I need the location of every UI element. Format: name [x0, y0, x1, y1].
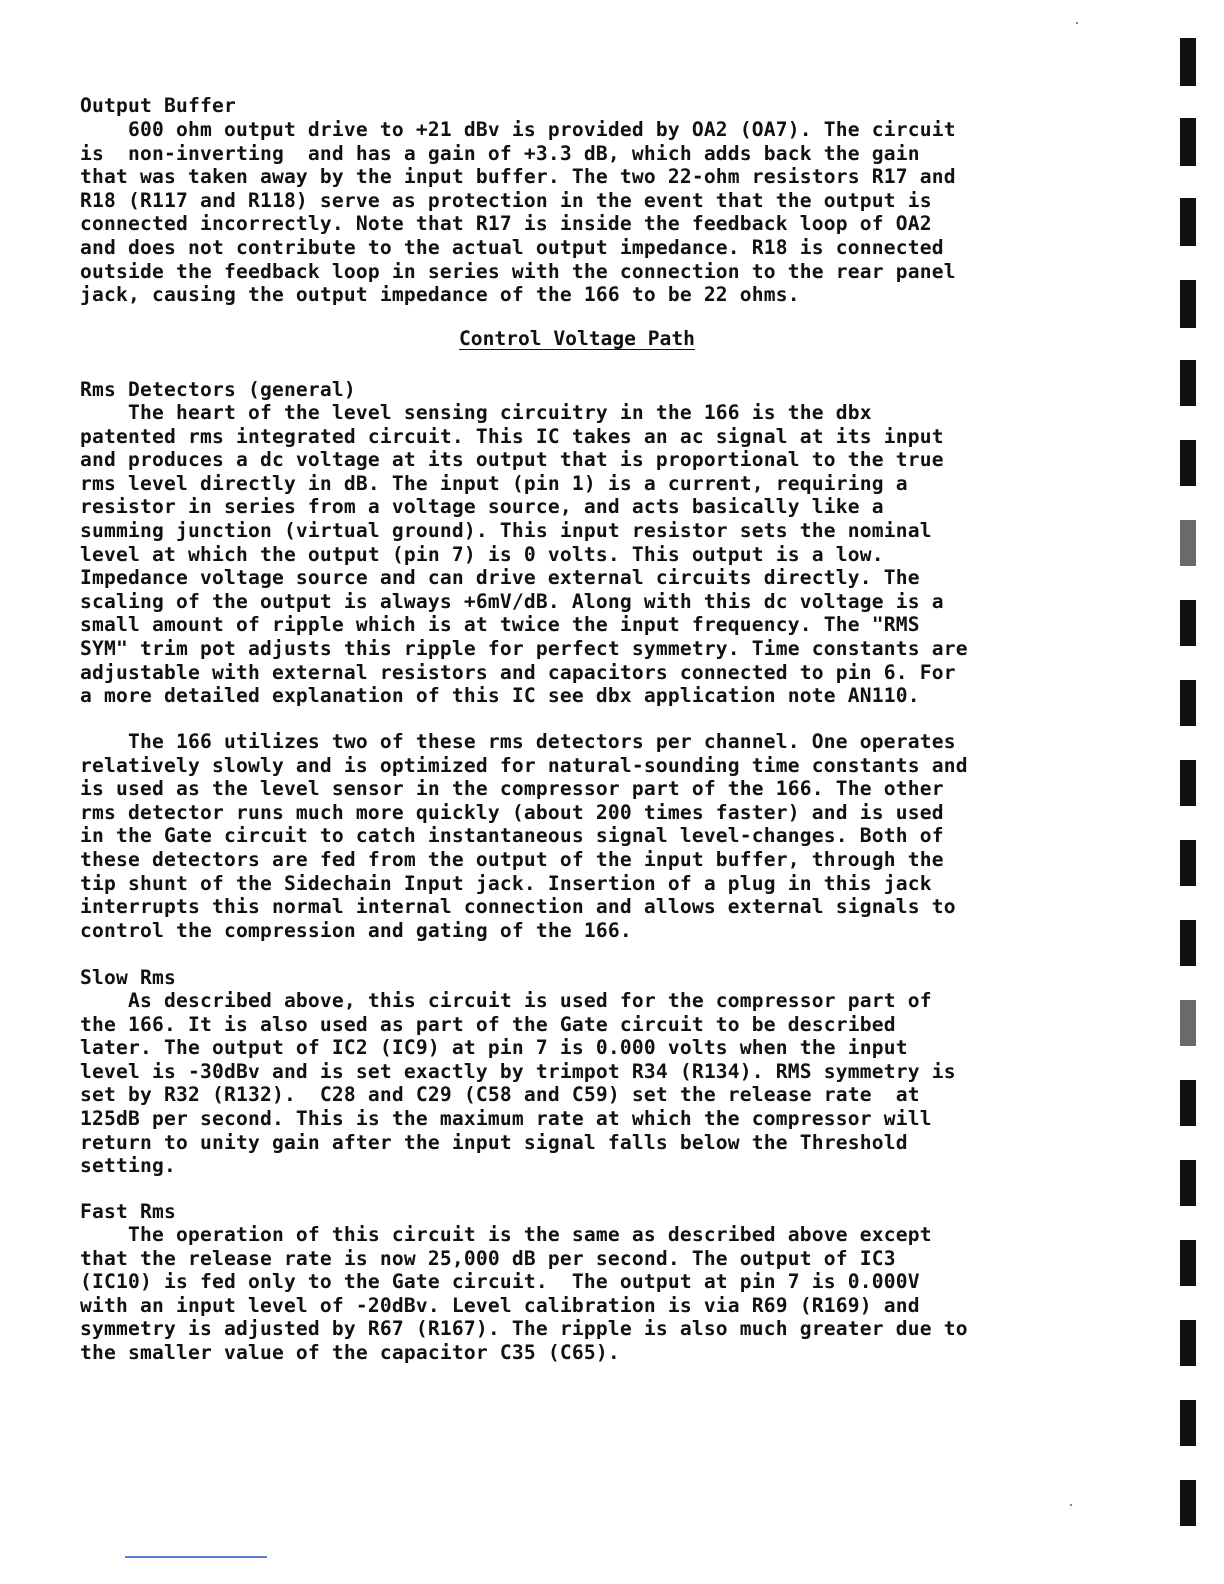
scan-edge-mark — [1180, 1000, 1196, 1046]
rms-detectors-paragraph-2: The 166 utilizes two of these rms detectors per channel. One operates relatively slowly and is optimized for natural-sounding time constants and is used as the level sensor in the compressor part of the 166. The other rms detector runs much more quickly (about 200 times faster) and is used in the Gate circuit to catch instantaneous signal level-changes. Both of these detectors are fed from the output of the input buffer, through the tip shunt of the Sidechain Input jack. Insertion of a plug in this jack interrupts this normal internal connection and allows external signals to control the compression and gating of the 166. — [80, 730, 968, 942]
scan-edge-mark — [1180, 840, 1196, 886]
rms-detectors-heading: Rms Detectors (general) — [80, 378, 356, 401]
scan-edge-mark — [1180, 198, 1196, 246]
scan-edge-mark — [1180, 600, 1196, 646]
scan-speck — [1070, 1504, 1072, 1506]
scan-edge-mark — [1180, 38, 1196, 86]
scan-edge-mark — [1180, 1160, 1196, 1206]
scan-speck — [1076, 22, 1078, 24]
scan-edge-mark — [1180, 1320, 1196, 1366]
scan-edge-mark — [1180, 520, 1196, 566]
output-buffer-paragraph: 600 ohm output drive to +21 dBv is provided by OA2 (OA7). The circuit is non-inverting and has a gain of +3.3 dB, which adds back the gain that was taken away by the input buffer. The two 22-ohm resistors R17 and R18 (R117 and R118) serve as protection in the event that the output is connected incorrectly. Note that R17 is inside the feedback loop of OA2 and does not contribute to the actual output impedance. R18 is connected outside the feedback loop in series with the connection to the rear panel jack, causing the output impedance of the 166 to be 22 ohms. — [80, 118, 956, 307]
scan-edge-mark — [1180, 280, 1196, 328]
fast-rms-paragraph: The operation of this circuit is the same as described above except that the release rate is now 25,000 dB per second. The output of IC3 (IC10) is fed only to the Gate circuit. The output at pin 7 is 0.000V with an input level of -20dBv. Level calibration is via R69 (R169) and symmetry is adjusted by R67 (R167). The ripple is also much greater due to the smaller value of the capacitor C35 (C65). — [80, 1223, 968, 1364]
scan-edge-mark — [1180, 440, 1196, 486]
slow-rms-heading: Slow Rms — [80, 966, 176, 989]
scan-edge-mark — [1180, 920, 1196, 966]
scan-edge-mark — [1180, 1240, 1196, 1286]
scan-edge-mark — [1180, 1400, 1196, 1446]
slow-rms-paragraph: As described above, this circuit is used for the compressor part of the 166. It is also used as part of the Gate circuit to be described later. The output of IC2 (IC9) at pin 7 is 0.000 volts when the input level is -30dBv and is set exactly by trimpot R34 (R134). RMS symmetry is set by R32 (R132). C28 and C29 (C58 and C59) set the release rate at 125dB per second. This is the maximum rate at which the compressor will return to unity gain after the input signal falls below the Threshold setting. — [80, 989, 956, 1178]
output-buffer-heading: Output Buffer — [80, 94, 236, 117]
bottom-rule — [125, 1556, 267, 1558]
fast-rms-heading: Fast Rms — [80, 1200, 176, 1223]
scan-edge-mark — [1180, 1080, 1196, 1126]
rms-detectors-paragraph-1: The heart of the level sensing circuitry in the 166 is the dbx patented rms integrated circuit. This IC takes an ac signal at its input and produces a dc voltage at its output that is proportional to the true rms level directly in dB. The input (pin 1) is a current, requiring a resistor in series from a voltage source, and acts basically like a summing junction (virtual ground). This input resistor sets the nominal level at which the output (pin 7) is 0 volts. This output is a low. Impedance voltage source and can drive external circuits directly. The scaling of the output is always +6mV/dB. Along with this dc voltage is a small amount of ripple which is at twice the input frequency. The "RMS SYM" trim pot adjusts this ripple for perfect symmetry. Time constants are adjustable with external resistors and capacitors connected to pin 6. For a more detailed explanation of this IC see dbx application note AN110. — [80, 401, 968, 708]
scan-edge-mark — [1180, 360, 1196, 406]
scan-edge-mark — [1180, 680, 1196, 726]
scan-edge-mark — [1180, 1480, 1196, 1526]
scan-edge-mark — [1180, 118, 1196, 166]
section-title: Control Voltage Path — [459, 327, 695, 350]
scan-edge-mark — [1180, 760, 1196, 806]
